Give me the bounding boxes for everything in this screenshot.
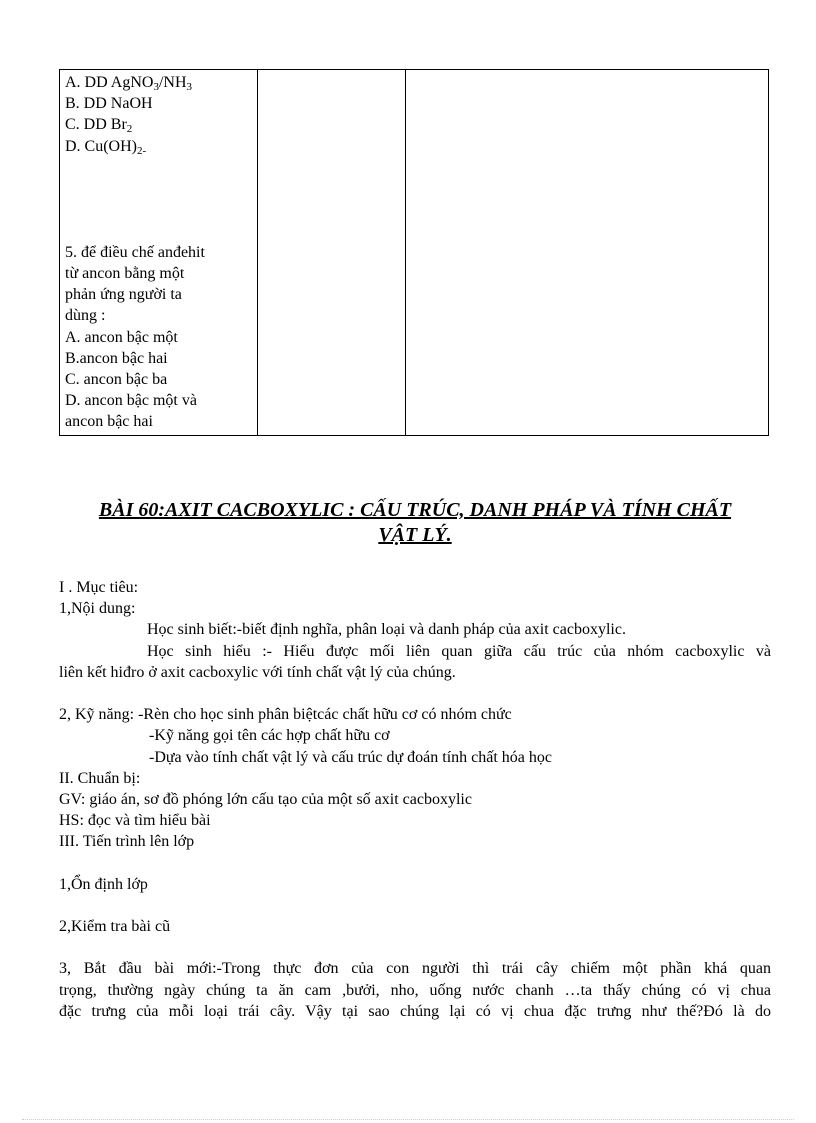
spacer [59, 937, 771, 958]
lesson-title-line-2: VẬT LÝ. [378, 524, 452, 546]
understand-objective-2: liên kết hiđro ở axit cacboxylic với tính chất vật lý của chúng. [59, 663, 456, 681]
procedure-step-1: 1,Ổn định lớp [59, 875, 148, 893]
section-heading-preparation: II. Chuẩn bị: [59, 769, 141, 787]
question-5-line: dùng : [65, 307, 106, 325]
procedure-step-3-line-3: đặc trưng của mỗi loại trái cây. Vậy tại sao chúng lại có vị chua đặc trưng như thế?Đó là do [59, 1002, 771, 1020]
spacer [59, 852, 771, 873]
question-5-option-c: C. ancon bậc ba [65, 371, 168, 389]
spacer [65, 157, 252, 242]
option-c [65, 114, 252, 135]
understand-objective-1: Học sinh hiểu :- Hiểu được mối liên quan giữa cấu trúc của nhóm cacboxylic và [147, 642, 771, 660]
lesson-body [59, 577, 771, 1022]
question-5-line: 5. để điều chế anđehit [65, 243, 205, 261]
spacer [59, 895, 771, 916]
option-c-text: C. DD Br [65, 116, 127, 134]
option-a-text: A. DD AgNO [65, 74, 154, 91]
question-cell [60, 70, 258, 436]
question-5-line: từ ancon bằng một [65, 265, 185, 283]
page-bottom-divider [22, 1119, 794, 1120]
table-row [60, 70, 769, 436]
option-d [65, 136, 252, 157]
empty-cell [258, 70, 406, 436]
question-5-option-b: B.ancon bậc hai [65, 349, 168, 367]
content-heading: 1,Nội dung: [59, 600, 136, 618]
skills-line-3: -Dựa vào tính chất vật lý và cấu trúc dự đoán tính chất hóa học [149, 748, 552, 766]
option-a [65, 72, 252, 93]
question-5-option-d: D. ancon bậc một và [65, 392, 197, 410]
know-objective: Học sinh biết:-biết định nghĩa, phân loại và danh pháp của axit cacboxylic. [147, 621, 626, 639]
question-5-line: phản ứng người ta [65, 286, 182, 304]
student-preparation: HS: đọc và tìm hiểu bài [59, 812, 211, 830]
section-heading-procedure: III. Tiến trình lên lớp [59, 833, 195, 851]
teacher-preparation: GV: giáo án, sơ đồ phóng lớn cấu tạo của một số axit cacboxylic [59, 790, 472, 808]
subscript: 3 [186, 81, 193, 93]
lesson-title [59, 498, 771, 548]
option-b: B. DD NaOH [65, 95, 153, 113]
section-heading-objectives: I . Mục tiêu: [59, 579, 139, 596]
empty-cell [406, 70, 769, 436]
question-table [59, 69, 769, 436]
subscript: 3 [153, 81, 159, 93]
lesson-title-line-1: BÀI 60:AXIT CACBOXYLIC : CẤU TRÚC, DANH PHÁP VÀ TÍNH CHẤT [98, 499, 732, 521]
subscript: 2 [126, 123, 133, 136]
skills-line-2: -Kỹ năng gọi tên các hợp chất hữu cơ [149, 727, 390, 745]
spacer [59, 683, 771, 704]
question-5-option-a: A. ancon bậc một [65, 328, 178, 346]
option-d-text: D. Cu(OH) [65, 137, 137, 155]
subscript: 2- [137, 144, 147, 157]
procedure-step-2: 2,Kiểm tra bài cũ [59, 918, 171, 935]
skills-line-1: 2, Kỹ năng: -Rèn cho học sinh phân biệtcác chất hữu cơ có nhóm chức [59, 706, 512, 724]
procedure-step-3-line-2: trọng, thường ngày chúng ta ăn cam ,bưởi, nho, uống nước chanh …ta thấy chúng có vị chua [59, 981, 771, 999]
procedure-step-3-line-1: 3, Bắt đầu bài mới:-Trong thực đơn của con người thì trái cây chiếm một phần khá quan [59, 960, 771, 978]
question-5-option-d-cont: ancon bậc hai [65, 413, 153, 431]
option-a-text-2: /NH [158, 74, 187, 91]
